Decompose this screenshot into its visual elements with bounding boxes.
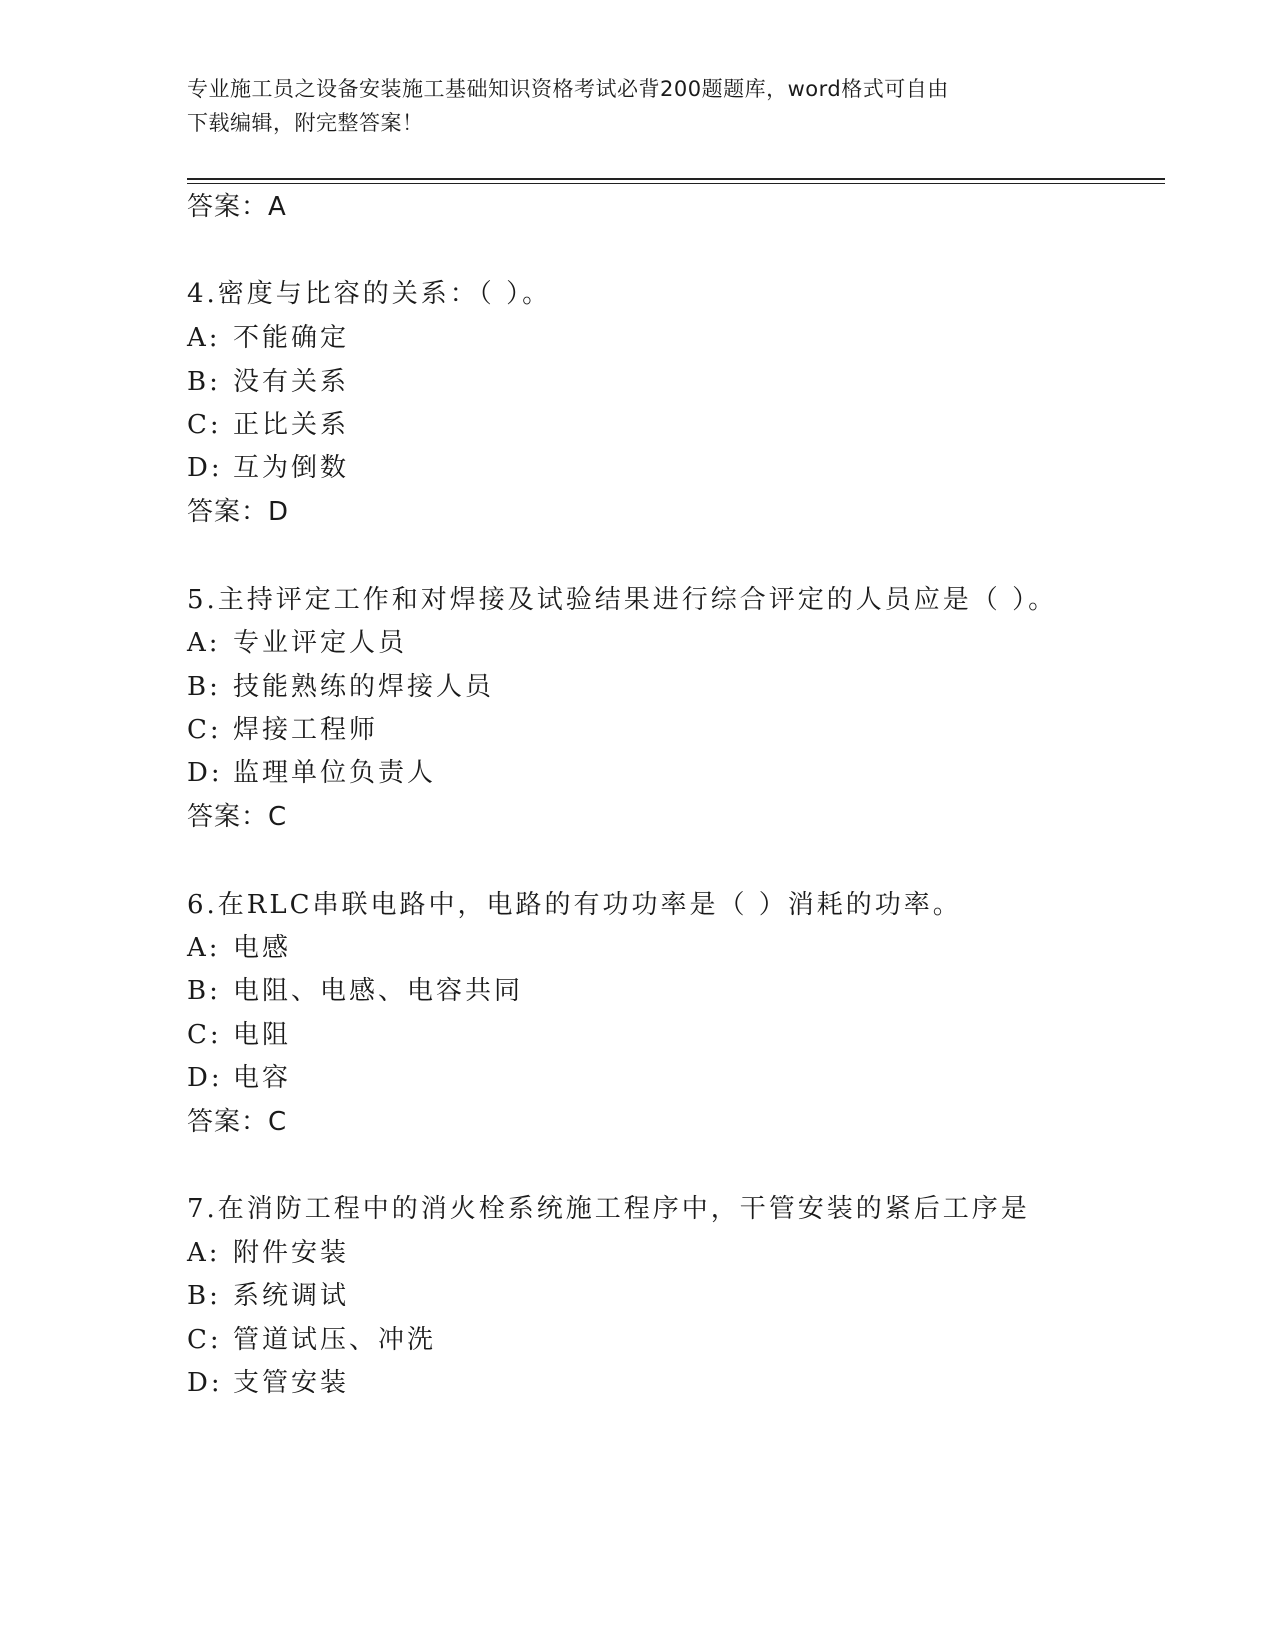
option-key: A: bbox=[187, 628, 221, 658]
option-text: 没有关系 bbox=[233, 367, 350, 397]
option-key: A: bbox=[187, 323, 221, 353]
question-7: 7.在消防工程中的消火栓系统施工程序中，干管安装的紧后工序是 bbox=[187, 1194, 1030, 1224]
header-line-2: 下载编辑，附完整答案！ bbox=[187, 111, 424, 135]
question-4-answer: 答案：D bbox=[187, 497, 290, 527]
header-rule-thin bbox=[187, 183, 1165, 184]
question-5: 5.主持评定工作和对焊接及试验结果进行综合评定的人员应是（ ）。 bbox=[187, 585, 1058, 615]
option-text: 正比关系 bbox=[233, 410, 350, 440]
option-key: C: bbox=[187, 715, 222, 745]
option-key: B: bbox=[187, 976, 221, 1006]
option-key: D: bbox=[187, 1063, 223, 1093]
option-key: C: bbox=[187, 1325, 222, 1355]
option-text: 监理单位负责人 bbox=[233, 758, 437, 788]
question-4-option-c bbox=[187, 405, 349, 445]
header-line-1: 专业施工员之设备安装施工基础知识资格考试必背200题题库，word格式可自由 bbox=[187, 77, 949, 101]
option-text: 管道试压、冲洗 bbox=[233, 1325, 437, 1355]
option-text: 焊接工程师 bbox=[233, 715, 379, 745]
option-key: C: bbox=[187, 1020, 222, 1050]
option-key: D: bbox=[187, 453, 223, 483]
question-6-answer: 答案：C bbox=[187, 1107, 288, 1137]
option-key: B: bbox=[187, 672, 221, 702]
question-5-option-b bbox=[187, 667, 494, 707]
option-key: C: bbox=[187, 410, 222, 440]
option-text: 电阻 bbox=[233, 1020, 292, 1050]
option-text: 专业评定人员 bbox=[233, 628, 408, 658]
option-text: 电阻、电感、电容共同 bbox=[233, 976, 524, 1006]
question-4-option-a bbox=[187, 318, 349, 358]
question-7-option-c bbox=[187, 1320, 436, 1360]
option-text: 技能熟练的焊接人员 bbox=[233, 672, 495, 702]
option-key: B: bbox=[187, 1281, 221, 1311]
question-6-option-c bbox=[187, 1015, 291, 1055]
option-text: 系统调试 bbox=[233, 1281, 350, 1311]
question-5-option-d bbox=[187, 753, 436, 793]
option-text: 电容 bbox=[233, 1063, 292, 1093]
question-6-option-b bbox=[187, 971, 523, 1011]
option-text: 电感 bbox=[233, 933, 292, 963]
option-text: 不能确定 bbox=[233, 323, 350, 353]
option-key: D: bbox=[187, 1368, 223, 1398]
option-text: 互为倒数 bbox=[233, 453, 350, 483]
header-rule-thick bbox=[187, 178, 1165, 180]
question-6-option-d bbox=[187, 1058, 291, 1098]
question-6: 6.在RLC串联电路中，电路的有功功率是（ ）消耗的功率。 bbox=[187, 890, 962, 920]
option-text: 支管安装 bbox=[233, 1368, 350, 1398]
document-header bbox=[187, 72, 1087, 140]
question-4-option-d bbox=[187, 448, 349, 488]
question-4-option-b bbox=[187, 362, 349, 402]
question-7-option-d bbox=[187, 1363, 349, 1403]
option-key: B: bbox=[187, 367, 221, 397]
option-key: D: bbox=[187, 758, 223, 788]
question-7-option-b bbox=[187, 1276, 349, 1316]
question-4: 4.密度与比容的关系：（ ）。 bbox=[187, 279, 552, 309]
previous-answer: 答案：A bbox=[187, 192, 287, 222]
option-key: A: bbox=[187, 933, 221, 963]
option-text: 附件安装 bbox=[233, 1238, 350, 1268]
question-5-answer: 答案：C bbox=[187, 802, 288, 832]
question-6-option-a bbox=[187, 928, 291, 968]
question-5-option-c bbox=[187, 710, 378, 750]
option-key: A: bbox=[187, 1238, 221, 1268]
question-5-option-a bbox=[187, 623, 407, 663]
question-7-option-a bbox=[187, 1233, 349, 1273]
